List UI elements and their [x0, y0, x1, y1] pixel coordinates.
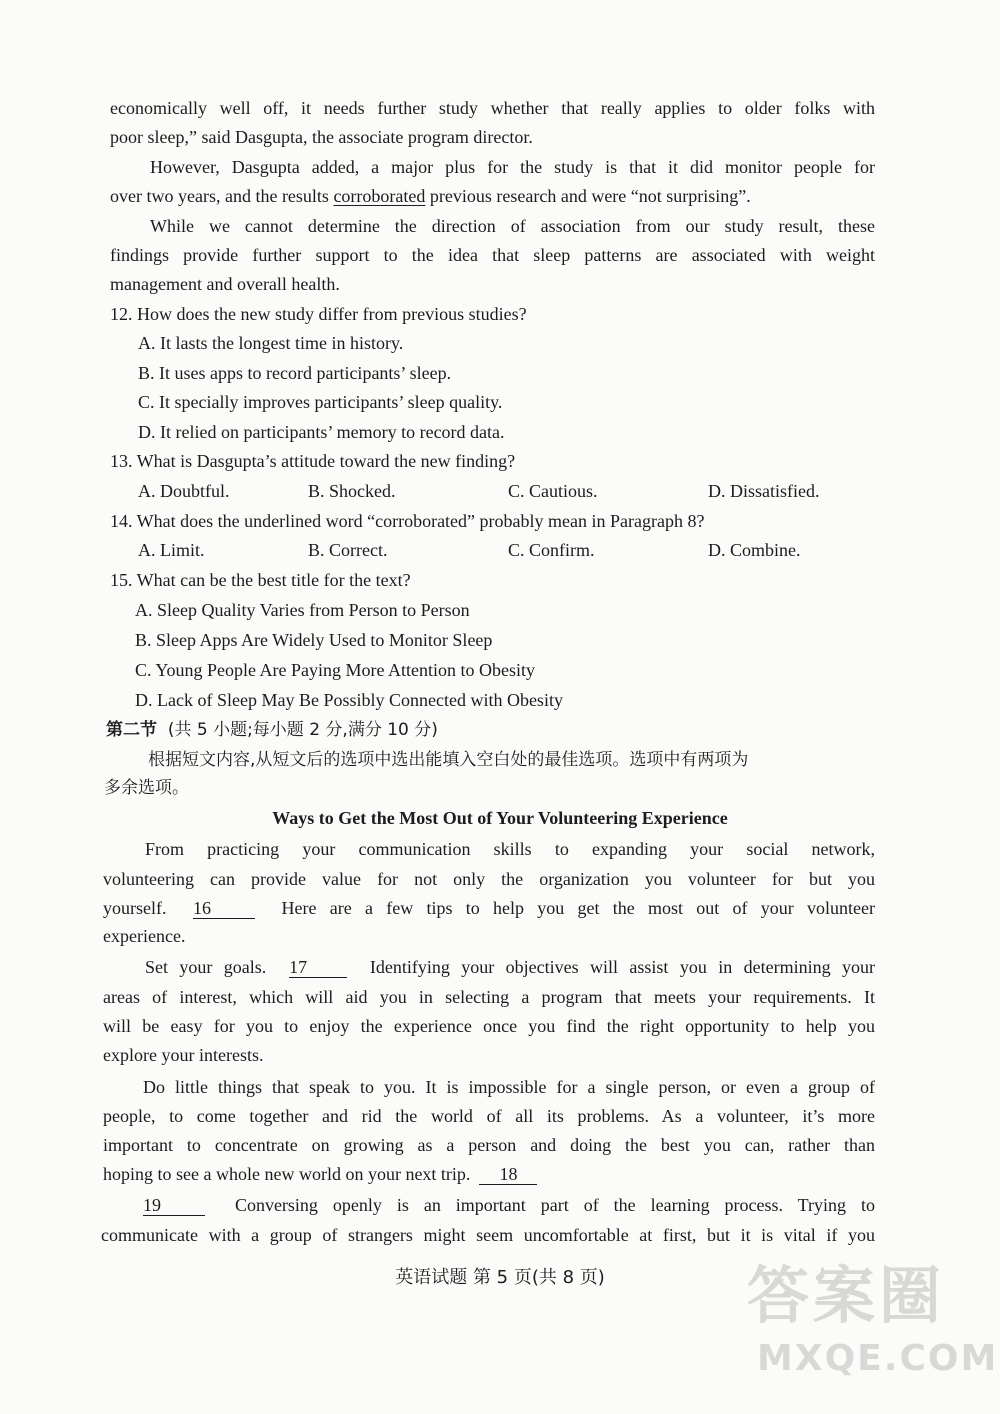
passage-text: Here are a few tips to help you get the most out of your volunteer — [281, 898, 875, 918]
passage-line: However, Dasgupta added, a major plus for the study is that it did monitor people for — [150, 157, 875, 177]
watermark-url: MXQE.COM — [757, 1338, 999, 1379]
question-stem: 15. What can be the best title for the text? — [110, 570, 411, 590]
option-b: B. It uses apps to record participants’ sleep. — [138, 363, 452, 383]
passage-line: areas of interest, which will aid you in selecting a program that meets your requirements. It — [103, 987, 875, 1007]
option-c: C. It specially improves participants’ sleep quality. — [138, 392, 503, 412]
option-d: D. It relied on participants’ memory to record data. — [138, 422, 505, 442]
section-instruction: 根据短文内容,从短文后的选项中选出能填入空白处的最佳选项。选项中有两项为 — [148, 750, 749, 770]
blank-19: 19 — [143, 1195, 205, 1216]
passage-line — [110, 185, 751, 207]
watermark-logo — [747, 1246, 999, 1396]
blank-16: 16 — [193, 898, 255, 919]
passage-text: hoping to see a whole new world on your next trip. — [103, 1164, 471, 1184]
option-b: B. Shocked. — [308, 481, 396, 501]
option-c: C. Confirm. — [508, 540, 595, 560]
passage-line — [145, 956, 875, 978]
passage-text: previous research and were “not surprising”. — [425, 186, 751, 206]
passage-line: important to concentrate on growing as a person and doing the best you can, rather than — [103, 1135, 875, 1155]
option-a: A. Limit. — [138, 540, 205, 560]
section-label: 第二节 — [106, 720, 157, 740]
question-stem: 12. How does the new study differ from previous studies? — [110, 304, 527, 324]
passage-text: Set your goals. — [145, 957, 267, 977]
passage-line: explore your interests. — [103, 1045, 264, 1065]
option-a: A. Sleep Quality Varies from Person to Person — [135, 600, 470, 620]
page-footer: 英语试题 第 5 页(共 8 页) — [395, 1267, 605, 1288]
watermark-text: 答案圈 — [747, 1259, 946, 1332]
option-d: D. Lack of Sleep May Be Possibly Connected with Obesity — [135, 690, 563, 710]
passage-line: will be easy for you to enjoy the experience once you find the right opportunity to help you — [103, 1016, 875, 1036]
option-a: A. Doubtful. — [138, 481, 230, 501]
passage-line — [103, 897, 875, 919]
passage-line: communicate with a group of strangers might seem uncomfortable at first, but it is vital if you — [101, 1225, 875, 1245]
passage-title: Ways to Get the Most Out of Your Volunteering Experience — [272, 808, 728, 828]
option-b: B. Sleep Apps Are Widely Used to Monitor Sleep — [135, 630, 493, 650]
passage-line — [103, 1163, 537, 1185]
passage-line: While we cannot determine the direction of association from our study result, these — [150, 216, 875, 236]
option-a: A. It lasts the longest time in history. — [138, 333, 404, 353]
passage-text: over two years, and the results — [110, 186, 334, 206]
passage-line: economically well off, it needs further study whether that really applies to older folks with — [110, 98, 875, 118]
option-c: C. Young People Are Paying More Attention to Obesity — [135, 660, 535, 680]
option-d: D. Combine. — [708, 540, 801, 560]
passage-line: management and overall health. — [110, 274, 340, 294]
question-stem: 13. What is Dasgupta’s attitude toward the new finding? — [110, 451, 516, 471]
option-c: C. Cautious. — [508, 481, 598, 501]
blank-18: 18 — [479, 1164, 537, 1185]
blank-17: 17 — [289, 957, 347, 978]
passage-line: findings provide further support to the idea that sleep patterns are associated with weight — [110, 245, 875, 265]
underlined-word: corroborated — [333, 186, 426, 206]
passage-text: Conversing openly is an important part of the learning process. Trying to — [234, 1195, 875, 1215]
passage-line: Do little things that speak to you. It is impossible for a single person, or even a group of — [143, 1077, 875, 1097]
passage-line: volunteering can provide value for not only the organization you volunteer for but you — [103, 869, 875, 889]
question-stem: 14. What does the underlined word “corroborated” probably mean in Paragraph 8? — [110, 511, 705, 531]
option-b: B. Correct. — [308, 540, 388, 560]
passage-text: Identifying your objectives will assist you in determining your — [369, 957, 875, 977]
section-scoring: (共 5 小题;每小题 2 分,满分 10 分) — [167, 720, 438, 740]
passage-line: From practicing your communication skills to expanding your social network, — [145, 839, 875, 859]
passage-line: people, to come together and rid the world of all its problems. As a volunteer, it’s more — [103, 1106, 875, 1126]
passage-text: yourself. — [103, 898, 167, 918]
section-instruction: 多余选项。 — [104, 778, 189, 798]
passage-line: experience. — [103, 926, 186, 946]
passage-line: poor sleep,” said Dasgupta, the associate program director. — [110, 127, 533, 147]
passage-line — [143, 1194, 875, 1216]
option-d: D. Dissatisfied. — [708, 481, 820, 501]
section-heading — [106, 719, 438, 741]
